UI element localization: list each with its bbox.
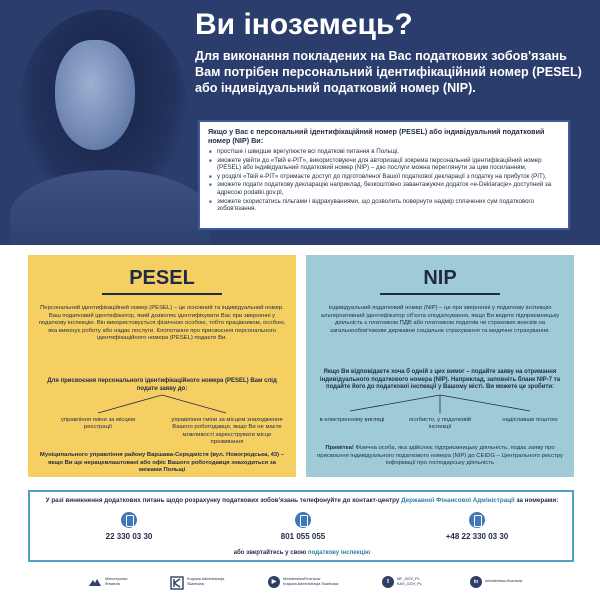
phone-number[interactable]: 801 055 055 [280,532,326,541]
nip-option-in-person: особисто, у податковій інспекції [408,417,472,431]
nip-option-electronic: в електронному вигляді [319,417,385,423]
benefit-item: ■ у розділі «Твій e-PIT» отримаєте доступ до підготовленої Вашої податкової декларації з податку на прибуток (PIT), [208,173,560,181]
phone-icon [121,512,137,528]
hero-banner [0,0,600,245]
nip-title: NIP [423,267,457,289]
pesel-description: Персональний ідентифікаційний номер (PESEL) – це основний та індивідуальний номер. Ваш податковий ідентифікатор, який дозволяє ідентифікувати Вас при зверненні у податкову інспекцію. Він використовується фізичною особою, тобто працівником, особою, яка виконує роботу або надає послуги. Клопотання про присвоєння персонального ідентифікаційного номера (PESEL) подаєте Ви. [38,305,286,342]
pesel-title: PESEL [129,267,195,289]
benefit-item: ■ зможете подати податкову декларацію наприклад, безкоштовно завантажуючи додаток «e-Deklaracje» доступний за адресою podatki.gov.pl, [208,181,560,196]
page-subtitle: Для виконання покладених на Вас податкових зобов'язань Вам потрібен персональний ідентифікаційний номер (PESEL) або індивідуальний податковий номер (NIP). [195,49,582,95]
pesel-option-employer: управління гміни за місцем знаходження Вашого роботодавця, якщо Ви не маєте можливості зареєструвати місце проживання [171,417,283,446]
benefits-heading: Якщо у Вас є персональний ідентифікаційний номер (PESEL) або індивідуальний податковий номер (NIP) Ви: [208,127,545,145]
phone-icon [295,512,311,528]
contact-text: У разі виникнення додаткових питань щодо розрахунку податкових зобов'язань телефонуйте до контакт-центру Державної Фінансової Адміністрації за номерами: [45,497,559,504]
nip-description: Індивідуальний податковий номер (NIP) – це при зверненні у податкову інспекцію альтернативний ідентифікатор об'єкта оподаткування, якщо Ви ведете підприємницьку діяльність є платником ПДВ або платником податків чи страхових внесків на загальнообов'язкове державне соціальне страхування та медичне страхування. [320,305,560,334]
contact-box [28,490,574,562]
nip-option-by-post: надіславши поштою [502,417,558,423]
benefits-list [208,148,560,213]
nip-howto: Якщо Ви відповідаєте хоча б одній з цих вимог – подайте заяву на отримання індивідуального податкового номера (NIP). Наприклад, заповніть бланк NIP-7 та подайте його до податкової інспекції у Вашому місті. Ви можете це зробити: [319,369,561,391]
nip-note [316,445,564,468]
nip-title-underline [380,293,500,295]
pesel-title-underline [102,293,222,295]
kas-emblem-icon [170,576,184,590]
nip-note-text: Фізична особа, яка здійснює підприємницьку діяльність, подає заяву про присвоєння індивідуального податкового номера (NIP) до CEIDG – Центрального реєстру інформації про господарську діяльність [317,445,563,467]
phone-icon [469,512,485,528]
nip-note-label: Примітка! [325,445,354,451]
pesel-footer: Муніципального управління району Варшава-Середмістя (вул. Новогродська, 43) – якщо Ви ще нерацевлаштовані або офіс Вашого роботодавця знаходиться за межами Польщі [39,452,285,474]
pesel-howto: Для присвоєння персонального ідентифікаційного номера (PESEL) Вам слід подати заяву до: [47,378,277,392]
benefit-item: ■ зможете увійти до «Твій e-PIT», використовуючи для авторизації зокрема персональний ідентифікаційний номер (PESEL) або індивідуальний податковий номер (NIP) – дію послуги можна переглянути за цим посиланням, [208,157,560,172]
page-footer: Міністерство Фінансів Krajowa Administracja Skarbowa ▶ MinisterstwoFinansow Krajowa Administracja Skarbowa t MF_GOV_PL KAS_GOV_PL in ministerstwo-finansow [0,568,600,600]
phone-number[interactable]: 22 330 03 30 [105,532,153,541]
benefit-item: ■ простіше і швидше врегулюєте всі податкові питання в Польщі, [208,148,560,156]
page-title: Ви іноземець? [195,8,413,41]
ministry-eagle-icon [88,576,102,590]
pesel-option-residence: управління гміни за місцем реєстрації [61,417,135,431]
id-panels [0,245,600,485]
twitter-icon: t [382,576,394,588]
contact-footer: або звертайтесь у свою податкову інспекцію [233,549,371,556]
tax-administration-link[interactable]: Державної Фінансової Адміністрації [401,497,515,504]
tax-office-link[interactable]: податкову інспекцію [307,549,371,556]
benefits-box [198,120,570,230]
youtube-icon: ▶ [268,576,280,588]
nip-panel [306,255,574,477]
pesel-panel [28,255,296,477]
linkedin-icon: in [470,576,482,588]
phone-number[interactable]: +48 22 330 03 30 [445,532,509,541]
benefit-item: ■ зможете скористатись пільгами і відрахуваннями, що дозволить повернути надмір сплачених сум податкового зобов'язання. [208,198,560,213]
